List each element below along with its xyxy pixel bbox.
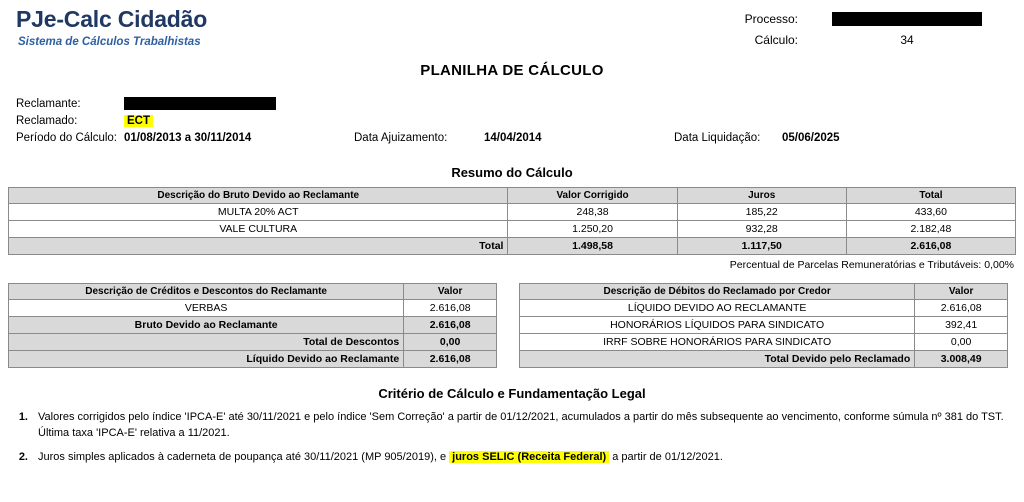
- debits-row-desc: Total Devido pelo Reclamado: [520, 351, 915, 368]
- process-label: Processo:: [744, 11, 798, 26]
- ajuizamento-label: Data Ajuizamento:: [354, 132, 448, 144]
- debits-row-desc: HONORÁRIOS LÍQUIDOS PARA SINDICATO: [520, 317, 915, 334]
- credits-col-desc: Descrição de Créditos e Descontos do Reclamante: [9, 284, 404, 300]
- table-row: [520, 317, 1008, 334]
- summary-row-juros: 932,28: [677, 221, 846, 238]
- parties-block: [8, 95, 1016, 147]
- summary-header-row: [9, 188, 1016, 204]
- summary-row-desc: VALE CULTURA: [9, 221, 508, 238]
- periodo-value: 01/08/2013 a 30/11/2014: [124, 132, 252, 144]
- summary-section-title: Resumo do Cálculo: [451, 165, 573, 180]
- summary-total-row: [9, 238, 1016, 255]
- debits-row-desc: LÍQUIDO DEVIDO AO RECLAMANTE: [520, 300, 915, 317]
- reclamante-line: [16, 95, 1016, 112]
- criteria-text-post: a partir de 01/12/2021.: [609, 451, 723, 464]
- app-brand-title: PJe-Calc Cidadão: [16, 6, 208, 32]
- credits-row-desc: Bruto Devido ao Reclamante: [9, 317, 404, 334]
- summary-total-juros: 1.117,50: [677, 238, 846, 255]
- table-row: [9, 334, 497, 351]
- percent-note: Percentual de Parcelas Remuneratórias e Tributáveis: 0,00%: [729, 259, 1014, 271]
- table-row: [9, 300, 497, 317]
- debits-header-row: [520, 284, 1008, 300]
- criteria-item-number: 1.: [18, 411, 28, 423]
- calculo-label: Cálculo:: [754, 32, 798, 47]
- table-row: [9, 317, 497, 334]
- debits-row-valor: 3.008,49: [915, 351, 1008, 368]
- table-row: [520, 300, 1008, 317]
- criteria-list: [8, 410, 1016, 466]
- summary-total-corrigido: 1.498,58: [508, 238, 677, 255]
- reclamante-label: Reclamante:: [16, 97, 81, 110]
- liquidacao-value: 05/06/2025: [782, 132, 840, 144]
- criteria-text-highlight: juros SELIC (Receita Federal): [449, 451, 609, 463]
- debits-row-valor: 0,00: [915, 334, 1008, 351]
- summary-row-corrigido: 248,38: [508, 204, 677, 221]
- summary-row-total: 433,60: [846, 204, 1015, 221]
- criteria-text-pre: Valores corrigidos pelo índice 'IPCA-E' até 30/11/2021 e pelo índice 'Sem Correção' a partir de 01/12/2021, acumulados a partir do mês subsequente ao vencimento, conforme súmula nº 381 do TST. Última taxa 'IPCA-E' relativa a 11/2021.: [38, 411, 1004, 439]
- credits-table: [8, 283, 497, 368]
- reclamado-label: Reclamado:: [16, 114, 78, 127]
- criteria-text-pre: Juros simples aplicados à caderneta de poupança até 30/11/2021 (MP 905/2019), e: [38, 451, 450, 464]
- debits-row-desc: IRRF SOBRE HONORÁRIOS PARA SINDICATO: [520, 334, 915, 351]
- credits-debits-wrapper: [8, 283, 1016, 368]
- summary-col-juros: Juros: [677, 188, 846, 204]
- summary-total-label: Total: [9, 238, 508, 255]
- document-header: [8, 0, 1016, 60]
- credits-row-valor: 2.616,08: [404, 317, 497, 334]
- summary-table: [8, 187, 1016, 255]
- credits-column: [8, 283, 497, 368]
- table-row: [520, 351, 1008, 368]
- debits-col-valor: Valor: [915, 284, 1008, 300]
- debits-row-valor: 392,41: [915, 317, 1008, 334]
- calculo-row: [678, 29, 1008, 50]
- list-item: [8, 410, 1016, 441]
- ajuizamento-value: 14/04/2014: [484, 132, 542, 144]
- dates-line: [16, 129, 1016, 147]
- criteria-item-text: [38, 450, 1016, 466]
- criteria-section-title: Critério de Cálculo e Fundamentação Legal: [378, 386, 646, 401]
- summary-row-corrigido: 1.250,20: [508, 221, 677, 238]
- credits-row-valor: 2.616,08: [404, 351, 497, 368]
- debits-column: [519, 283, 1008, 368]
- app-brand-subtitle: Sistema de Cálculos Trabalhistas: [18, 36, 201, 48]
- summary-total-total: 2.616,08: [846, 238, 1015, 255]
- credits-row-desc: VERBAS: [9, 300, 404, 317]
- table-row: [9, 351, 497, 368]
- criteria-item-text: [38, 410, 1016, 441]
- credits-row-valor: 2.616,08: [404, 300, 497, 317]
- summary-row-desc: MULTA 20% ACT: [9, 204, 508, 221]
- credits-header-row: [9, 284, 497, 300]
- redacted-reclamante-name: [124, 97, 276, 110]
- liquidacao-label: Data Liquidação:: [674, 132, 761, 144]
- criteria-item-number: 2.: [18, 451, 28, 464]
- credits-row-valor: 0,00: [404, 334, 497, 351]
- debits-table: [519, 283, 1008, 368]
- periodo-label: Período do Cálculo:: [16, 132, 118, 144]
- calculo-value: 34: [900, 32, 914, 47]
- reclamado-value: ECT: [124, 115, 153, 127]
- summary-row-total: 2.182,48: [846, 221, 1015, 238]
- list-item: [8, 450, 1016, 466]
- table-row: [520, 334, 1008, 351]
- process-row: [678, 8, 1008, 29]
- process-info-block: [678, 8, 1008, 50]
- table-row: [9, 221, 1016, 238]
- page-title: PLANILHA DE CÁLCULO: [420, 62, 604, 79]
- summary-col-total: Total: [846, 188, 1015, 204]
- credits-row-desc: Líquido Devido ao Reclamante: [9, 351, 404, 368]
- process-value: [806, 11, 1008, 26]
- redacted-process-number: [832, 12, 982, 26]
- summary-col-corrigido: Valor Corrigido: [508, 188, 677, 204]
- credits-col-valor: Valor: [404, 284, 497, 300]
- summary-row-juros: 185,22: [677, 204, 846, 221]
- debits-row-valor: 2.616,08: [915, 300, 1008, 317]
- debits-col-desc: Descrição de Débitos do Reclamado por Credor: [520, 284, 915, 300]
- reclamado-line: [16, 112, 1016, 129]
- summary-col-desc: Descrição do Bruto Devido ao Reclamante: [9, 188, 508, 204]
- credits-row-desc: Total de Descontos: [9, 334, 404, 351]
- table-row: [9, 204, 1016, 221]
